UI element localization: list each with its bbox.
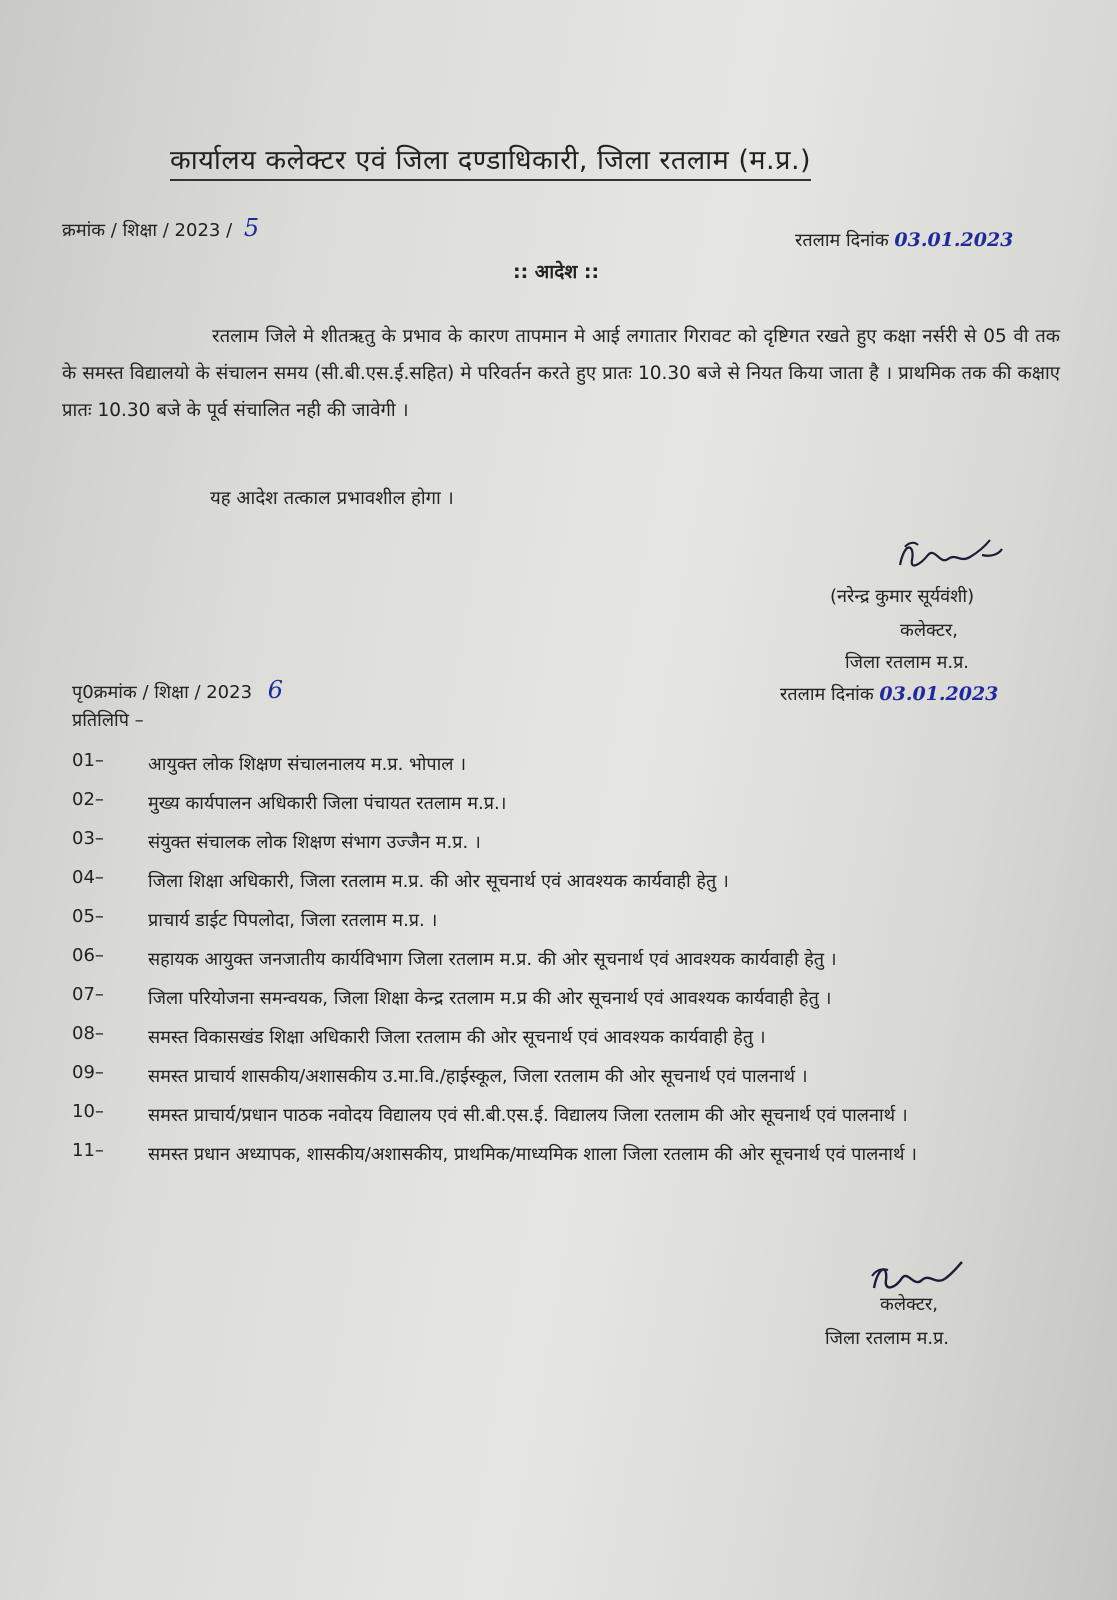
order-ref-handwritten: 5	[243, 214, 260, 242]
copy-item-text: जिला परियोजना समन्वयक, जिला शिक्षा केन्द्र रतलाम म.प्र की ओर सूचनार्थ एवं आवश्यक कार्यवाही हेतु ।	[148, 988, 832, 1009]
signature-1	[890, 535, 1010, 585]
order-ref-number	[62, 214, 259, 242]
order-date	[795, 228, 1013, 252]
order-body-text: रतलाम जिले मे शीतऋतु के प्रभाव के कारण तापमान मे आई लगातार गिरावट को दृष्टिगत रखते हुए कक्षा नर्सरी से 05 वी तक के समस्त विद्यालयो के संचालन समय (सी.बी.एस.ई.सहित) मे परिवर्तन करते हुए प्रातः 10.30 बजे से नियत किया जाता है । प्राथमिक तक की कक्षाए प्रातः 10.30 बजे के पूर्व संचालित नही की जावेगी ।	[62, 326, 1060, 421]
copy-to-label: प्रतिलिपि –	[72, 710, 144, 731]
endorsement-ref-number	[72, 676, 283, 704]
copy-item-number: 10–	[72, 1101, 104, 1122]
copy-item-number: 07–	[72, 984, 104, 1005]
copy-item	[72, 1023, 1062, 1053]
copy-item-text: समस्त प्रधान अध्यापक, शासकीय/अशासकीय, प्राथमिक/माध्यमिक शाला जिला रतलाम की ओर सूचनार्थ एवं पालनार्थ ।	[148, 1144, 918, 1165]
order-ref-label: क्रमांक / शिक्षा / 2023 /	[62, 220, 233, 241]
copy-item-number: 11–	[72, 1140, 104, 1161]
signatory-designation: कलेक्टर,	[900, 620, 958, 641]
copy-item-text: समस्त प्राचार्य शासकीय/अशासकीय उ.मा.वि./हाईस्कूल, जिला रतलाम की ओर सूचनार्थ एवं पालनार्थ ।	[148, 1066, 808, 1087]
copy-item	[72, 1062, 1062, 1092]
copy-item	[72, 1101, 1062, 1131]
copy-item	[72, 828, 1062, 858]
endorsement-date	[780, 682, 998, 706]
copy-item	[72, 789, 1062, 819]
copy-item-number: 05–	[72, 906, 104, 927]
endorsement-ref-handwritten: 6	[267, 676, 284, 704]
copy-item-number: 06–	[72, 945, 104, 966]
endorsement-sign-district: जिला रतलाम म.प्र.	[825, 1328, 950, 1349]
order-date-handwritten: 03.01.2023	[894, 229, 1014, 251]
signatory-name: (नरेन्द्र कुमार सूर्यवंशी)	[830, 586, 975, 607]
copy-item-text: संयुक्त संचालक लोक शिक्षण संभाग उज्जैन म.प्र. ।	[148, 832, 481, 853]
copy-item-text: प्राचार्य डाईट पिपलोदा, जिला रतलाम म.प्र. ।	[148, 910, 438, 931]
copy-item-text: मुख्य कार्यपालन अधिकारी जिला पंचायत रतलाम म.प्र.।	[148, 793, 507, 814]
endorsement-date-handwritten: 03.01.2023	[879, 683, 999, 705]
copy-item	[72, 945, 1062, 975]
copy-item-number: 09–	[72, 1062, 104, 1083]
copy-item-number: 02–	[72, 789, 104, 810]
copy-item-number: 04–	[72, 867, 104, 888]
order-body	[62, 318, 1060, 429]
copy-item-text: जिला शिक्षा अधिकारी, जिला रतलाम म.प्र. की ओर सूचनार्थ एवं आवश्यक कार्यवाही हेतु ।	[148, 871, 729, 892]
endorsement-date-label: रतलाम दिनांक	[780, 684, 874, 705]
copy-item	[72, 867, 1062, 897]
copy-item-text: समस्त विकासखंड शिक्षा अधिकारी जिला रतलाम की ओर सूचनार्थ एवं आवश्यक कार्यवाही हेतु ।	[148, 1027, 766, 1048]
endorsement-ref-label: पृ0क्रमांक / शिक्षा / 2023	[72, 682, 253, 703]
office-title: कार्यालय कलेक्टर एवं जिला दण्डाधिकारी, जिला रतलाम (म.प्र.)	[170, 140, 811, 181]
copy-item-text: सहायक आयुक्त जनजातीय कार्यविभाग जिला रतलाम म.प्र. की ओर सूचनार्थ एवं आवश्यक कार्यवाही हेतु ।	[148, 949, 837, 970]
order-heading: :: आदेश ::	[513, 261, 600, 283]
copy-item	[72, 1140, 1062, 1170]
copy-item	[72, 750, 1062, 780]
copy-item	[72, 906, 1062, 936]
order-effect-line: यह आदेश तत्काल प्रभावशील होगा ।	[210, 488, 454, 509]
endorsement-sign-designation: कलेक्टर,	[880, 1294, 938, 1315]
copy-item-text: आयुक्त लोक शिक्षण संचालनालय म.प्र. भोपाल ।	[148, 754, 467, 775]
copy-list	[72, 750, 1062, 1179]
copy-item-number: 01–	[72, 750, 104, 771]
copy-item-number: 03–	[72, 828, 104, 849]
copy-item-text: समस्त प्राचार्य/प्रधान पाठक नवोदय विद्यालय एवं सी.बी.एस.ई. विद्यालय जिला रतलाम की ओर सूचनार्थ एवं पालनार्थ ।	[148, 1105, 908, 1126]
copy-item	[72, 984, 1062, 1014]
signatory-district: जिला रतलाम म.प्र.	[845, 652, 970, 673]
order-date-label: रतलाम दिनांक	[795, 230, 889, 251]
copy-item-number: 08–	[72, 1023, 104, 1044]
